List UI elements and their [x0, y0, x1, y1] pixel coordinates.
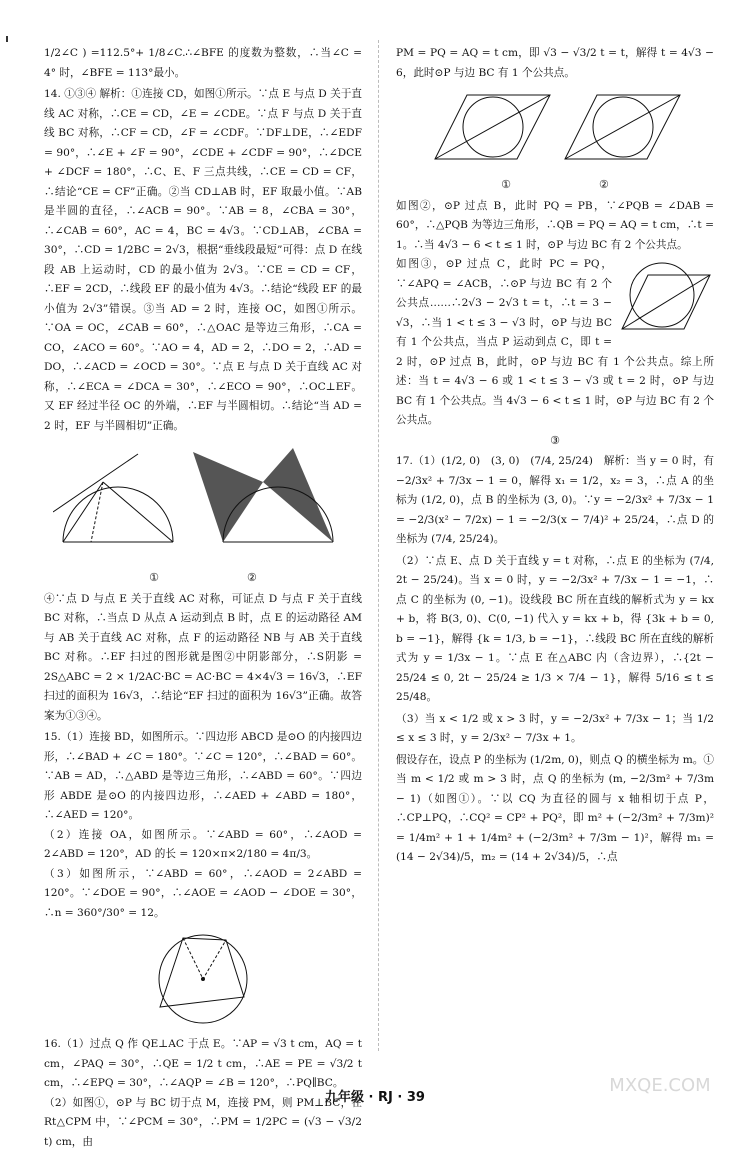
q14-figures — [53, 442, 353, 562]
q16-figure-3 — [618, 259, 714, 339]
fig-label-2b: ② — [599, 178, 609, 191]
page-edge-mark — [6, 36, 8, 42]
watermark-text: MXQE.COM — [609, 1075, 710, 1096]
fig-label-2: ② — [247, 571, 257, 584]
question-15: 15.（1）连接 BD，如图所示。∵四边形 ABCD 是⊙O 的内接四边形，∴∠BAD + ∠C = 180°。∵∠C = 120°，∴∠BAD = 60°。∵AB = AD，∴△ABD 是等边三角形，∴∠ABD = 60°。∵四边形 ABDE 是⊙O 的内接四边形，∴∠AED + ∠ABD = 180°，∴∠AED = 120°。 — [44, 728, 362, 826]
question-17-part-3: （3）当 x < 1/2 或 x > 3 时，y = −2/3x² + 7/3x − 1；当 1/2 ≤ x ≤ 3 时，y = 2/3x² − 7/3x + 1。 — [396, 710, 714, 749]
question-15-part-2: （2）连接 OA，如图所示。∵∠ABD = 60°，∴∠AOD = 2∠ABD = 120°，AD 的长 = 120×π×2/180 = 4π/3。 — [44, 826, 362, 865]
fig-label-1: ① — [149, 571, 159, 584]
question-14: 14. ①③④ 解析：①连接 CD，如图①所示。∵点 E 与点 D 关于直线 AC 对称，∴CE = CD，∠E = ∠CDE。∵点 F 与点 D 关于直线 BC 对称，∴CF = CD，∠F = ∠CDF。∵DF⊥DE，∴∠EDF = 90°，∴∠E + ∠F = 90°，∠CDE + ∠CDF = 90°，∴∠DCE + ∠DCF = 180°，∴C、E、F 三点共线，∴CE = CD = CF，∴结论“CE = CF”正确。②当 CD⊥AB 时，EF 取最小值。∵AB 是半圆的直径，∴∠ACB = 90°。∵AB = 8，∠CBA = 30°，∴∠CAB = 60°，AC = 4，BC = 4√3。∵CD⊥AB，∠CBA = 30°，∴CD = 1/2BC = 2√3，根据“垂线段最短”可得：点 D 在线段 AB 上运动时，CD 的最小值为 2√3。∵CE = CD = CF，∴EF = 2CD，∴线段 EF 的最小值为 4√3。∴结论“线段 EF 的最小值为 2√3”错误。③当 AD = 2 时，连接 OC，如图①所示。∵OA = OC，∠CAB = 60°，∴△OAC 是等边三角形，∴CA = CO，∠ACO = 60°。∵AO = 4，AD = 2，∴DO = 2，∴AD = DO，∴∠ACD = ∠OCD = 30°。∵点 E 与点 D 关于直线 AC 对称，∴∠ECA = ∠DCA = 30°，∴∠ECO = 90°，∴OC⊥EF。又 EF 经过半径 OC 的外端，∴EF 与半圆相切。∴结论“当 AD = 2 时，EF 与半圆相切”正确。 — [44, 85, 362, 436]
q16-figures-1-2 — [425, 89, 685, 169]
watermark-logo — [590, 1041, 730, 1099]
q14-figure-labels — [44, 568, 362, 588]
left-continuation: 1/2∠C ) =112.5°+ 1/8∠C.∴∠BFE 的度数为整数，∴当∠C = 4° 时，∠BFE = 113°最小。 — [44, 44, 362, 83]
page-footer: 九年级 · RJ · 39 — [0, 1086, 750, 1105]
left-column — [44, 44, 362, 1152]
question-17: 17.（1）(1/2, 0) (3, 0) (7/4, 25/24) 解析：当 y = 0 时，有 −2/3x² + 7/3x − 1 = 0，解得 x₁ = 1/2，x₂ = 3，∴点 A 的坐标为 (1/2, 0)，点 B 的坐标为 (3, 0)。∵y = −2/3x² + 7/3x − 1 = −2/3(x² − 7/2x) − 1 = −2/3(x − 7/4)² + 25/24，∴点 D 的坐标为 (7/4, 25/24)。 — [396, 452, 714, 550]
q16-figure-labels — [396, 175, 714, 195]
question-16-part-2: （2）如图①，⊙P 与 BC 切于点 M，连接 PM，则 PM⊥BC，在 Rt△CPM 中，∵∠PCM = 30°，∴PM = 1/2PC = (√3 − √3/2 t) cm，由 — [44, 1094, 362, 1152]
right-column — [396, 44, 714, 868]
question-16: 16.（1）过点 Q 作 QE⊥AC 于点 E。∵AP = √3 t cm，AQ = t cm，∠PAQ = 30°，∴QE = 1/2 t cm，∴AE = PE = √3/2 t cm，∴∠EPQ = 30°，∴∠AQP = ∠B = 120°，∴PQ∥BC。 — [44, 1035, 362, 1094]
q16-case-3: 如图③，⊙P 过点 C，此时 PC = PQ，∵∠APQ = ∠ACB，∴⊙P 与边 BC 有 2 个公共点……∴2√3 − 2√3 t = t，∴t = 3 − √3，∴当 1 < t ≤ 3 − √3 时，⊙P 与边 BC 有 1 个公共点，当点 P 运动到点 C，即 t = 2 时，⊙P 过点 B，此时，⊙P 与边 BC 有 1 个公共点。综上所述：当 t = 4√3 − 6 或 1 < t ≤ 3 − √3 或 t = 2 时，⊙P 与边 BC 有 1 个公共点。当 4√3 − 6 < t ≤ 1 时，⊙P 与边 BC 有 2 个公共点。 — [396, 255, 714, 431]
question-17-part-3b: 假设存在，设点 P 的坐标为 (1/2m, 0)，则点 Q 的横坐标为 m。①当 m < 1/2 或 m > 3 时，点 Q 的坐标为 (m, −2/3m² + 7/3m − 1)（如图①）。∵以 CQ 为直径的圆与 x 轴相切于点 P，∴CP⊥PQ，∴CQ² = CP² + PQ²，即 m² + (−2/3m² + 7/3m)² = 1/4m² + 1 + 1/4m² + (−2/3m² + 7/3m − 1)²，解得 m₁ = (14 − 2√34)/5，m₂ = (14 + 2√34)/5，∴点 — [396, 751, 714, 868]
question-17-part-2: （2）∵点 E、点 D 关于直线 y = t 对称，∴点 E 的坐标为 (7/4, 2t − 25/24)。当 x = 0 时，y = −2/3x² + 7/3x − 1 = −1，∴点 C 的坐标为 (0, −1)。设线段 BC 所在直线的解析式为 y = kx + b，将 B(3, 0)、C(0, −1) 代入 y = kx + b，得 {3k + b = 0, b = −1}，解得 {k = 1/3, b = −1}，∴线段 BC 所在直线的解析式为 y = 1/3x − 1。∵点 E 在△ABC 内（含边界），∴{2t − 25/24 ≤ 0, 2t − 25/24 ≥ 1/3 × 7/4 − 1}，解得 5/16 ≤ t ≤ 25/48。 — [396, 552, 714, 708]
question-14-part-4: ④∵点 D 与点 E 关于直线 AC 对称，可证点 D 与点 F 关于直线 BC 对称，∴当点 D 从点 A 运动到点 B 时，点 E 的运动路径 AM 与 AB 关于直线 AC 对称，点 F 的运动路径 NB 与 AB 关于直线 BC 对称。∴EF 扫过的图形就是图②中阴影部分，∴S阴影 = 2S△ABC = 2 × 1/2AC·BC = AC·BC = 4×4√3 = 16√3，∴EF 扫过的面积为 16√3，∴结论“EF 扫过的面积为 16√3”正确。故答案为①③④。 — [44, 590, 362, 727]
q15-circle-figure — [148, 929, 258, 1029]
question-15-part-3: （3）如图所示，∵∠ABD = 60°，∴∠AOD = 2∠ABD = 120°。∵∠DOE = 90°，∴∠AOE = ∠AOD − ∠DOE = 30°，∴n = 360°/30° = 12。 — [44, 865, 362, 924]
column-divider — [378, 40, 379, 1051]
fig-label-1b: ① — [501, 178, 511, 191]
right-continuation: PM = PQ = AQ = t cm，即 √3 − √3/2 t = t，解得 t = 4√3 − 6，此时⊙P 与边 BC 有 1 个公共点。 — [396, 44, 714, 83]
fig-label-3: ③ — [396, 431, 714, 451]
q16-case-2: 如图②，⊙P 过点 B，此时 PQ = PB，∵∠PQB = ∠DAB = 60°，∴△PQB 为等边三角形，∴QB = PQ = AQ = t cm，∴t = 1。∴当 4√3 − 6 < t ≤ 1 时，⊙P 与边 BC 有 2 个公共点。 — [396, 197, 714, 256]
